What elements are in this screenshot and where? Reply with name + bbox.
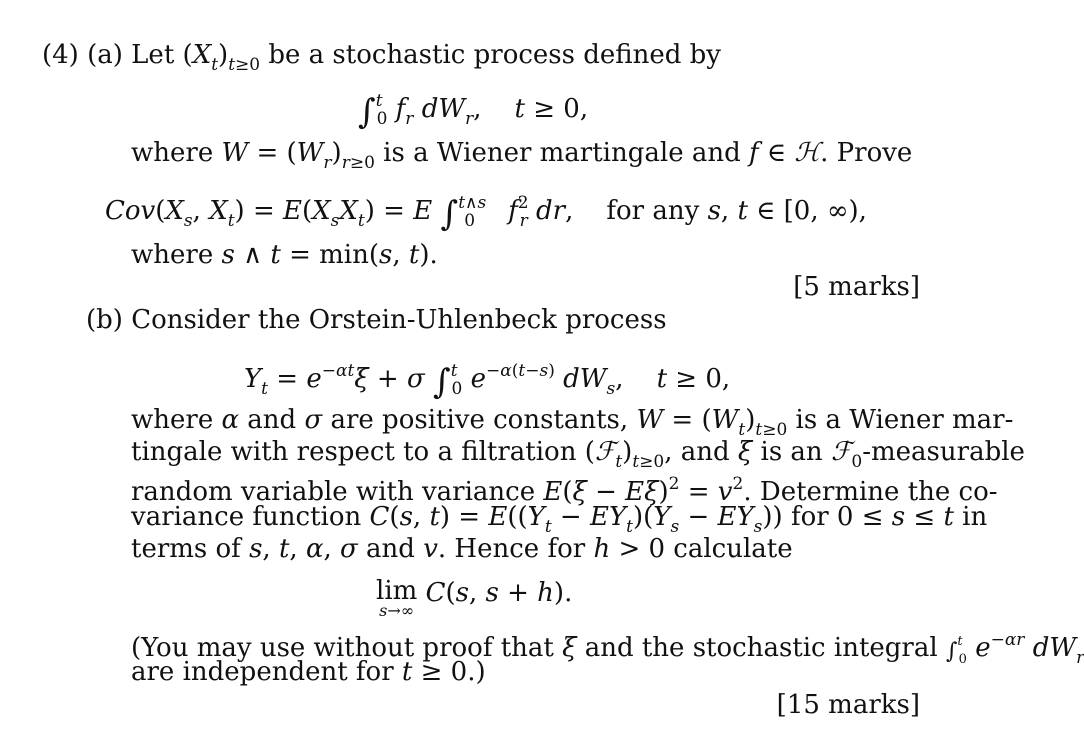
part-a-intro: (4) (a) Let $(X_t)_{t\ge 0}$ be a stochastic process defined by (42, 40, 721, 75)
equation-covariance: $Cov(X_s$, $X_t) = E(X_sX_t) = E$ ∫$^{t\wedge s}_0$ $f^2_r$ dr, for any s, t ∈ [0, ∞), (105, 193, 867, 234)
part-a-where-line: where $W = (W_r)_{r\ge 0}$ is a Wiener martingale and f ∈ ℋ. Prove (131, 138, 913, 173)
equation-ou-process: $Y_t = e^{-\alpha t}\xi + \sigma$ ∫$^t_0$ $e^{-\alpha(t-s)}$ $dW_s$, t ≥ 0, (244, 361, 731, 402)
part-a-min-definition: where s ∧ t = min(s, t). (131, 240, 438, 270)
part-a-marks: [5 marks] (793, 272, 920, 302)
part-b-text-line-5: terms of s, t, α, σ and v. Hence for h > 0 calculate (131, 534, 793, 564)
part-b-label: (b) (86, 305, 123, 335)
part-b-intro: (b) Consider the Orstein-Uhlenbeck process (86, 305, 667, 335)
part-b-marks: [15 marks] (776, 690, 920, 720)
part-a-label: (a) (87, 40, 123, 70)
part-b-text-line-4: variance function C(s, $t) = E((Y_t - EY_t)(Y_s - EY_s))$ for 0 ≤ s ≤ t in (131, 502, 988, 537)
question-number: (4) (42, 40, 79, 70)
equation-ito-integral: ∫$^t_0$ $f_r$ $dW_r$, t ≥ 0, (358, 91, 589, 132)
equation-limit: lim s→∞ C(s, s + h). (376, 576, 573, 620)
part-b-text-line-2: tingale with respect to a filtration $(ℱ_t)_{t\ge 0}$, and ξ is an ℱ$_0$-measurable (131, 437, 1025, 472)
part-b-text-line-3: random variable with variance $E(\xi - E\xi)^2 = v^2$. Determine the co- (131, 474, 998, 507)
part-b-note-line-2: are independent for t ≥ 0.) (131, 657, 486, 687)
part-b-text-line-1: where α and σ are positive constants, $W = (W_t)_{t\ge 0}$ is a Wiener mar- (131, 405, 1014, 440)
part-b-note-line-1: (You may use without proof that ξ and the stochastic integral ∫$^t_0$ $e^{-\alpha r}$ $dW_r$ (131, 630, 1084, 668)
